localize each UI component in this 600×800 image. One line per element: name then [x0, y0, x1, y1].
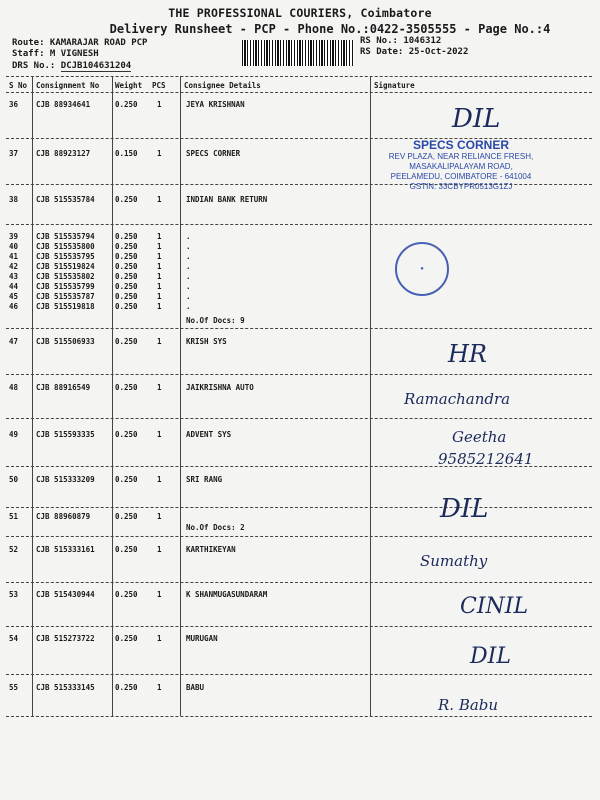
signature: DIL	[452, 104, 501, 134]
row-consignee: .	[186, 282, 191, 291]
row-pcs: 1	[157, 475, 162, 484]
row-consignee: MURUGAN	[186, 634, 218, 643]
row-pcs: 1	[157, 383, 162, 392]
row-pcs: 1	[157, 100, 162, 109]
row-weight: 0.250	[115, 683, 138, 692]
row-pcs: 1	[157, 337, 162, 346]
row-consignment-no: CJB 88923127	[36, 149, 91, 158]
signature: Sumathy	[420, 552, 488, 570]
row-consignment-no: CJB 515535784	[36, 195, 95, 204]
row-weight: 0.250	[115, 232, 138, 241]
stamp-name: SPECS CORNER	[412, 138, 510, 152]
row-sno: 48	[9, 383, 19, 392]
column-divider	[112, 76, 113, 716]
header-top-rule	[6, 76, 592, 77]
row-weight: 0.250	[115, 590, 138, 599]
row-consignee: INDIAN BANK RETURN	[186, 195, 268, 204]
row-separator	[6, 674, 592, 675]
row-pcs: 1	[157, 512, 162, 521]
drs-value: DCJB104631204	[60, 61, 132, 71]
row-pcs: 1	[157, 634, 162, 643]
row-sno: 49	[9, 430, 19, 439]
row-weight: 0.250	[115, 383, 138, 392]
row-sno: 55	[9, 683, 19, 692]
row-weight: 0.250	[115, 262, 138, 271]
row-sno: 47	[9, 337, 19, 346]
row-consignment-no: CJB 515593335	[36, 430, 95, 439]
row-sno: 46	[9, 302, 19, 311]
row-consignment-no: CJB 515333161	[36, 545, 95, 554]
signature: R. Babu	[438, 696, 499, 714]
row-consignment-no: CJB 515519824	[36, 262, 95, 271]
row-pcs: 1	[157, 149, 162, 158]
row-pcs: 1	[157, 545, 162, 554]
row-consignment-no: CJB 515519818	[36, 302, 95, 311]
row-consignee: .	[186, 292, 191, 301]
row-consignee: KARTHIKEYAN	[186, 545, 236, 554]
col-header-sno: S No	[9, 81, 28, 90]
row-weight: 0.250	[115, 475, 138, 484]
row-consignment-no: CJB 515430944	[36, 590, 95, 599]
row-consignment-no: CJB 515535787	[36, 292, 95, 301]
row-separator	[6, 536, 592, 537]
row-pcs: 1	[157, 590, 162, 599]
row-consignee: .	[186, 302, 191, 311]
row-weight: 0.250	[115, 430, 138, 439]
document-title: THE PROFESSIONAL COURIERS, Coimbatore	[168, 6, 432, 20]
signature: 9585212641	[438, 450, 534, 468]
rs-number: RS No.: 1046312	[360, 36, 442, 46]
doc-count: No.Of Docs: 9	[186, 316, 245, 325]
row-consignment-no: CJB 88934641	[36, 100, 91, 109]
row-weight: 0.250	[115, 545, 138, 554]
row-pcs: 1	[157, 232, 162, 241]
row-separator	[6, 224, 592, 225]
row-pcs: 1	[157, 683, 162, 692]
row-sno: 50	[9, 475, 19, 484]
row-consignment-no: CJB 515333209	[36, 475, 95, 484]
row-sno: 51	[9, 512, 19, 521]
row-consignment-no: CJB 515535800	[36, 242, 95, 251]
row-consignment-no: CJB 515506933	[36, 337, 95, 346]
row-weight: 0.250	[115, 512, 138, 521]
staff-label: Staff: M VIGNESH	[12, 49, 99, 59]
document-subtitle: Delivery Runsheet - PCP - Phone No.:0422-3505555 - Page No.:4	[109, 22, 551, 36]
row-consignee: ADVENT SYS	[186, 430, 232, 439]
row-separator	[6, 374, 592, 375]
row-sno: 54	[9, 634, 19, 643]
row-pcs: 1	[157, 302, 162, 311]
row-consignee: .	[186, 272, 191, 281]
company-stamp	[372, 138, 550, 192]
stamp-line: MASAKALIPALAYAM ROAD,	[409, 162, 513, 171]
row-separator	[6, 418, 592, 419]
signature: CINIL	[460, 594, 529, 619]
drs-label: DRS No.:	[12, 61, 56, 71]
row-pcs: 1	[157, 282, 162, 291]
route-label: Route: KAMARAJAR ROAD PCP	[12, 38, 148, 48]
barcode	[242, 40, 354, 66]
signature: Geetha	[452, 428, 507, 446]
stamp-line: GSTIN: 33CBYPR0513G1ZJ	[409, 182, 513, 191]
row-sno: 44	[9, 282, 19, 291]
row-sno: 45	[9, 292, 19, 301]
row-consignee: .	[186, 252, 191, 261]
row-consignment-no: CJB 88960879	[36, 512, 91, 521]
row-sno: 53	[9, 590, 19, 599]
row-consignment-no: CJB 515535802	[36, 272, 95, 281]
row-consignee: JAIKRISHNA AUTO	[186, 383, 254, 392]
signature: DIL	[470, 644, 511, 669]
row-consignee: K SHANMUGASUNDARAM	[186, 590, 268, 599]
row-pcs: 1	[157, 252, 162, 261]
row-pcs: 1	[157, 242, 162, 251]
row-sno: 39	[9, 232, 19, 241]
row-weight: 0.250	[115, 195, 138, 204]
row-sno: 42	[9, 262, 19, 271]
row-sno: 41	[9, 252, 19, 261]
row-consignee: BABU	[186, 683, 205, 692]
row-weight: 0.250	[115, 292, 138, 301]
row-sno: 43	[9, 272, 19, 281]
row-sno: 40	[9, 242, 19, 251]
row-sno: 37	[9, 149, 19, 158]
col-header-consignment: Consignment No	[36, 81, 100, 90]
row-consignee: KRISH SYS	[186, 337, 227, 346]
row-separator	[6, 328, 592, 329]
row-weight: 0.250	[115, 252, 138, 261]
row-weight: 0.250	[115, 282, 138, 291]
col-header-signature: Signature	[374, 81, 415, 90]
stamp-line: PEELAMEDU, COIMBATORE - 641004	[390, 172, 532, 181]
col-header-weight: Weight	[115, 81, 143, 90]
row-consignee: .	[186, 242, 191, 251]
row-separator	[6, 626, 592, 627]
signature: Ramachandra	[404, 390, 511, 408]
row-consignee: .	[186, 262, 191, 271]
row-consignee: SRI RANG	[186, 475, 223, 484]
row-pcs: 1	[157, 195, 162, 204]
row-weight: 0.250	[115, 242, 138, 251]
row-separator	[6, 582, 592, 583]
row-consignment-no: CJB 515333145	[36, 683, 95, 692]
row-consignment-no: CJB 515535799	[36, 282, 95, 291]
col-header-consignee: Consignee Details	[184, 81, 261, 90]
doc-count: No.Of Docs: 2	[186, 523, 245, 532]
row-weight: 0.150	[115, 149, 138, 158]
row-pcs: 1	[157, 272, 162, 281]
column-divider	[180, 76, 181, 716]
signature: HR	[448, 340, 487, 368]
row-sno: 52	[9, 545, 19, 554]
signature: DIL	[440, 494, 489, 524]
column-divider	[32, 76, 33, 716]
row-consignment-no: CJB 515273722	[36, 634, 95, 643]
row-pcs: 1	[157, 292, 162, 301]
row-consignee: JEYA KRISHNAN	[186, 100, 245, 109]
stamp-line: REV PLAZA, NEAR RELIANCE FRESH,	[388, 152, 534, 161]
col-header-pcs: PCS	[152, 81, 166, 90]
drs-number	[12, 61, 131, 71]
header-bottom-rule	[6, 92, 592, 93]
rs-date: RS Date: 25-Oct-2022	[360, 47, 469, 57]
round-seal-icon: ●	[395, 242, 449, 296]
column-divider	[370, 76, 371, 716]
row-consignment-no: CJB 515535795	[36, 252, 95, 261]
row-consignee: SPECS CORNER	[186, 149, 241, 158]
row-consignment-no: CJB 88916549	[36, 383, 91, 392]
row-weight: 0.250	[115, 100, 138, 109]
row-consignee: .	[186, 232, 191, 241]
row-weight: 0.250	[115, 337, 138, 346]
row-consignment-no: CJB 515535794	[36, 232, 95, 241]
row-pcs: 1	[157, 430, 162, 439]
row-weight: 0.250	[115, 634, 138, 643]
row-weight: 0.250	[115, 302, 138, 311]
row-sno: 38	[9, 195, 19, 204]
row-separator	[6, 507, 592, 508]
row-pcs: 1	[157, 262, 162, 271]
row-separator	[6, 716, 592, 717]
row-weight: 0.250	[115, 272, 138, 281]
row-sno: 36	[9, 100, 19, 109]
